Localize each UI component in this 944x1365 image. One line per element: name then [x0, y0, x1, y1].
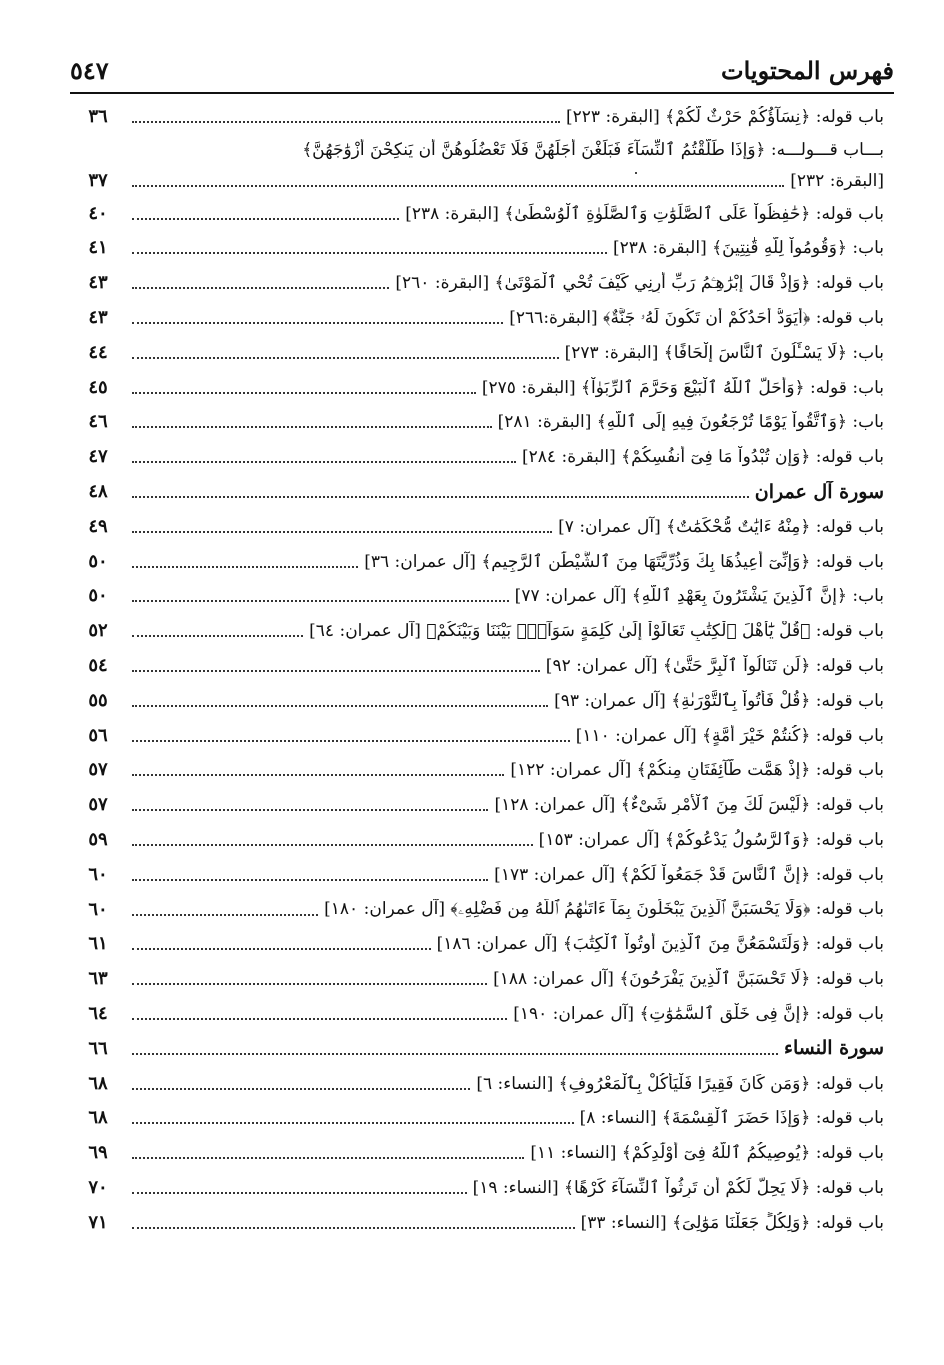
entry-title: باب قوله: ﴿وَإِذَا حَضَرَ ٱلْقِسْمَةَ﴾ [النساء: ٨]: [579, 1108, 884, 1129]
toc-entry: [70, 231, 884, 266]
entry-title: باب قوله: ﴿وَإِذْ قَالَ إِبْرَٰهِـۧمُ رَبِّ أَرِنِي كَيْفَ تُحْيِ ٱلْمَوْتَىٰ﴾ [البقرة: ٢٦٠]: [395, 273, 884, 294]
entry-page-number: ٧٠: [88, 1177, 108, 1198]
table-of-contents: [70, 99, 884, 1240]
dot-leader: [132, 739, 570, 742]
entry-title: باب قوله: ﴿وَإِنِّىٓ أُعِيذُهَا بِكَ وَذُرِّيَّتَهَا مِنَ ٱلشَّيْطَٰنِ ٱلرَّجِيمِ﴾ [آل عمران: ٣٦]: [364, 551, 884, 572]
entry-page-number: ٥٩: [88, 829, 108, 851]
dot-leader: [132, 217, 399, 220]
section-title: سورة النساء: [784, 1037, 884, 1060]
dot-leader: [132, 599, 509, 602]
dot-leader: [132, 808, 488, 811]
toc-entry: [70, 857, 884, 892]
entry-page-number: ٣٦: [88, 105, 108, 127]
toc-entry: [70, 927, 884, 962]
dot-leader: [132, 634, 303, 637]
entry-title: باب قوله: ﴿حَٰفِظُواْ عَلَى ٱلصَّلَوَٰتِ وَٱلصَّلَوٰةِ ٱلْوُسْطَىٰ﴾ [البقرة: ٢٣٨]: [405, 203, 884, 224]
entry-page-number: ٥٠: [88, 550, 108, 572]
toc-entry: [70, 683, 884, 718]
entry-page-number: ٥٢: [88, 620, 108, 642]
dot-leader: [132, 1226, 575, 1229]
entry-page-number: ٥٧: [88, 794, 108, 816]
entry-page-number: ٦٤: [88, 1003, 108, 1025]
dot-leader: [132, 669, 540, 672]
entry-page-number: ٤٠: [88, 202, 108, 224]
header-rule: [70, 92, 894, 94]
entry-title: باب قوله: ﴿إِنَّ فِى خَلْقِ ٱلسَّمَٰوَٰتِ﴾ [آل عمران: ١٩٠]: [513, 1004, 884, 1025]
entry-page-number: ٥٧: [88, 759, 108, 781]
entry-page-number: ٤٦: [88, 411, 108, 433]
entry-title: باب قوله: ﴿لَا يَحِلُّ لَكُمْ أَن تَرِثُواْ ٱلنِّسَآءَ كَرْهًا﴾ [النساء: ١٩]: [472, 1178, 884, 1198]
entry-page-number: ٦٦: [88, 1037, 108, 1059]
entry-page-number: ٥٠: [88, 585, 108, 607]
entry-title: باب: ﴿إِنَّ ٱلَّذِينَ يَشْتَرُونَ بِعَهْدِ ٱللَّهِ﴾ [آل عمران: ٧٧]: [514, 586, 884, 607]
dot-leader: [132, 947, 431, 950]
entry-page-number: ٤١: [88, 237, 108, 259]
entry-page-number: ٦٠: [88, 898, 108, 920]
toc-entry: [70, 787, 884, 822]
toc-entry: [70, 509, 884, 544]
toc-entry: [70, 1205, 884, 1240]
toc-entry: [70, 892, 884, 927]
entry-title: باب قوله: ﴿وَٱلرَّسُولُ يَدْعُوكُمْ﴾ [آل عمران: ١٥٣]: [538, 830, 884, 851]
entry-page-number: ٧١: [88, 1211, 108, 1233]
toc-entry: [70, 99, 884, 134]
toc-entry: [70, 996, 884, 1031]
entry-title: باب قوله: ﴿لَيْسَ لَكَ مِنَ ٱلْأَمْرِ شَىْءٌ﴾ [آل عمران: ١٢٨]: [494, 795, 884, 816]
entry-title: بـــاب قـــولـــه: ﴿وَإِذَا طَلَّقْتُمُ ٱلنِّسَآءَ فَبَلَغْنَ أَجَلَهُنَّ فَلَا تَعْضُلُوهُنَّ أَن يَنكِحْنَ أَزْوَٰجَهُنَّ﴾: [302, 140, 884, 161]
entry-title: باب قوله: ﴿وَلَتَسْمَعُنَّ مِنَ ٱلَّذِينَ أُوتُواْ ٱلْكِتَٰبَ﴾ [آل عمران: ١٨٦]: [436, 934, 884, 955]
toc-entry: [70, 265, 884, 300]
dot-leader: [132, 356, 559, 359]
toc-entry: [70, 1170, 884, 1205]
entry-page-number: ٦٠: [88, 863, 108, 885]
toc-entry: [70, 648, 884, 683]
entry-page-number: ٥٤: [88, 655, 108, 677]
entry-title: باب قوله: ﴿وَمَن كَانَ فَقِيرًا فَلْيَأْكُلْ بِٱلْمَعْرُوفِ﴾ [النساء: ٦]: [476, 1073, 884, 1094]
page-header: [70, 50, 894, 90]
toc-entry: [70, 196, 884, 231]
entry-title: باب قوله: ﴿وَإِن تُبْدُواْ مَا فِىٓ أَنفُسِكُمْ﴾ [البقرة: ٢٨٤]: [522, 447, 884, 468]
section-title: سورة آل عمران: [754, 480, 884, 503]
toc-entry: [70, 405, 884, 440]
entry-title: باب قوله: ﴿إِذْ هَمَّت طَّآئِفَتَانِ مِنكُمْ﴾ [آل عمران: ١٢٢]: [510, 760, 884, 781]
entry-title: باب قوله: ﴿إِنَّ ٱلنَّاسَ قَدْ جَمَعُواْ لَكُمْ﴾ [آل عمران: ١٧٣]: [494, 864, 884, 885]
toc-entry: [70, 579, 884, 614]
toc-entry: [70, 613, 884, 648]
entry-title: باب قوله: ﴿قُلْ يَٰٓأَهْلَ ٱلْكِتَٰبِ تَعَالَوْاْ إِلَىٰ كَلِمَةٍ سَوَآءٍۭ بَيْنَنَا وَبَيْنَكُمْ﴾ [آل عمران: ٦٤]: [309, 620, 884, 641]
entry-title: باب قوله: ﴿لَا تَحْسَبَنَّ ٱلَّذِينَ يَفْرَحُونَ﴾ [آل عمران: ١٨٨]: [493, 969, 884, 990]
toc-entry: [70, 134, 884, 166]
entry-title: باب قوله: ﴿نِسَآؤُكُمْ حَرْثٌ لَّكُمْ﴾ [البقرة: ٢٢٣]: [566, 106, 884, 127]
dot-leader: [132, 184, 784, 187]
section-heading-row: [70, 474, 884, 509]
toc-entry: [70, 300, 884, 335]
entry-title: باب: ﴿وَقُومُواْ لِلَّهِ قَٰنِتِينَ﴾ [البقرة: ٢٣٨]: [612, 238, 884, 259]
entry-page-number: ٦٣: [88, 968, 108, 990]
dot-leader: [132, 391, 476, 394]
section-heading-row: [70, 1031, 884, 1066]
entry-page-number: ٦١: [88, 933, 108, 955]
entry-title: باب قوله: ﴿مِنْهُ ءَايَٰتٌ مُّحْكَمَٰتٌ﴾ [آل عمران: ٧]: [558, 516, 884, 537]
dot-leader: [132, 286, 389, 289]
entry-page-number: ٤٣: [88, 307, 108, 329]
entry-title: باب قوله: ﴿أَيَوَدُّ أَحَدُكُمْ أَن تَكُونَ لَهُۥ جَنَّةٌ﴾ [البقرة:٢٦٦]: [509, 307, 884, 328]
page-title: فهرس المحتويات: [720, 55, 894, 85]
entry-title: باب قوله: ﴿قُلْ فَأْتُواْ بِٱلتَّوْرَىٰةِ﴾ [آل عمران: ٩٣]: [554, 690, 884, 711]
toc-entry: [70, 544, 884, 579]
entry-title: باب قوله: ﴿وَلَا يَحْسَبَنَّ ٱلَّذِينَ يَبْخَلُونَ بِمَآ ءَاتَىٰهُمُ ٱللَّهُ مِن فَضْلِهِۦ﴾ [آل عمران: ١٨٠]: [324, 899, 884, 920]
entry-title: باب: ﴿لَا يَسْـَٔلُونَ ٱلنَّاسَ إِلْحَافًا﴾ [البقرة: ٢٧٣]: [564, 342, 884, 363]
dot-leader: [132, 1121, 574, 1124]
entry-page-number: ٦٨: [88, 1107, 108, 1129]
toc-entry: [70, 753, 884, 788]
entry-title: [البقرة: ٢٣٢]: [790, 170, 884, 191]
entry-title: باب قوله: ﴿لَن تَنَالُواْ ٱلْبِرَّ حَتَّىٰ﴾ [آل عمران: ٩٢]: [545, 656, 884, 677]
entry-title: باب: ﴿وَٱتَّقُواْ يَوْمًا تُرْجَعُونَ فِيهِ إِلَى ٱللَّهِ﴾ [البقرة: ٢٨١]: [497, 412, 884, 433]
toc-entry: [70, 335, 884, 370]
entry-title: باب قوله: ﴿كُنتُمْ خَيْرَ أُمَّةٍ﴾ [آل عمران: ١١٠]: [575, 725, 884, 746]
entry-page-number: ٣٧: [88, 170, 108, 192]
dot-leader: [132, 530, 552, 533]
entry-page-number: ٤٨: [88, 481, 108, 503]
entry-page-number: ٤٩: [88, 515, 108, 537]
entry-page-number: ٥٦: [88, 724, 108, 746]
dot-leader: [132, 1191, 467, 1194]
dot-leader: [132, 982, 487, 985]
dot-leader: [132, 495, 749, 498]
entry-title: باب قوله: ﴿وَلِكُلٍّ جَعَلْنَا مَوَٰلِىَ﴾ [النساء: ٣٣]: [580, 1212, 884, 1233]
entry-title: باب: قوله: ﴿وَأَحَلَّ ٱللَّهُ ٱلْبَيْعَ وَحَرَّمَ ٱلرِّبَوٰاْ﴾ [البقرة: ٢٧٥]: [481, 377, 884, 398]
toc-entry: [70, 822, 884, 857]
dot-leader: [132, 1052, 778, 1055]
dot-leader: [132, 704, 548, 707]
entry-page-number: ٤٧: [88, 446, 108, 468]
dot-leader: [132, 878, 488, 881]
entry-title: باب قوله: ﴿يُوصِيكُمُ ٱللَّهُ فِىٓ أَوْلَٰدِكُمْ﴾ [النساء: ١١]: [530, 1143, 884, 1164]
dot-leader: [132, 1087, 470, 1090]
toc-entry: [70, 1135, 884, 1170]
toc-entry: [70, 439, 884, 474]
dot-leader: [132, 1156, 524, 1159]
dot-leader: [132, 565, 358, 568]
toc-entry: [70, 718, 884, 753]
toc-entry: [70, 961, 884, 996]
dot-leader: [132, 321, 503, 324]
page-number: ٥٤٧: [70, 55, 109, 85]
entry-page-number: ٤٥: [88, 376, 108, 398]
entry-page-number: ٦٩: [88, 1142, 108, 1164]
dot-leader: [132, 913, 318, 916]
toc-entry: [70, 1101, 884, 1136]
toc-entry: [70, 166, 884, 196]
dot-leader: [132, 251, 607, 254]
dot-leader: [132, 773, 504, 776]
dot-leader: [132, 425, 492, 428]
dot-leader: [132, 460, 516, 463]
toc-entry: [70, 370, 884, 405]
dot-leader: [132, 120, 560, 123]
entry-page-number: ٤٣: [88, 272, 108, 294]
dot-leader: [132, 843, 533, 846]
entry-page-number: ٥٥: [88, 689, 108, 711]
entry-page-number: ٦٨: [88, 1072, 108, 1094]
dot-leader: [132, 1017, 507, 1020]
toc-entry: [70, 1066, 884, 1101]
entry-page-number: ٤٤: [88, 341, 108, 363]
